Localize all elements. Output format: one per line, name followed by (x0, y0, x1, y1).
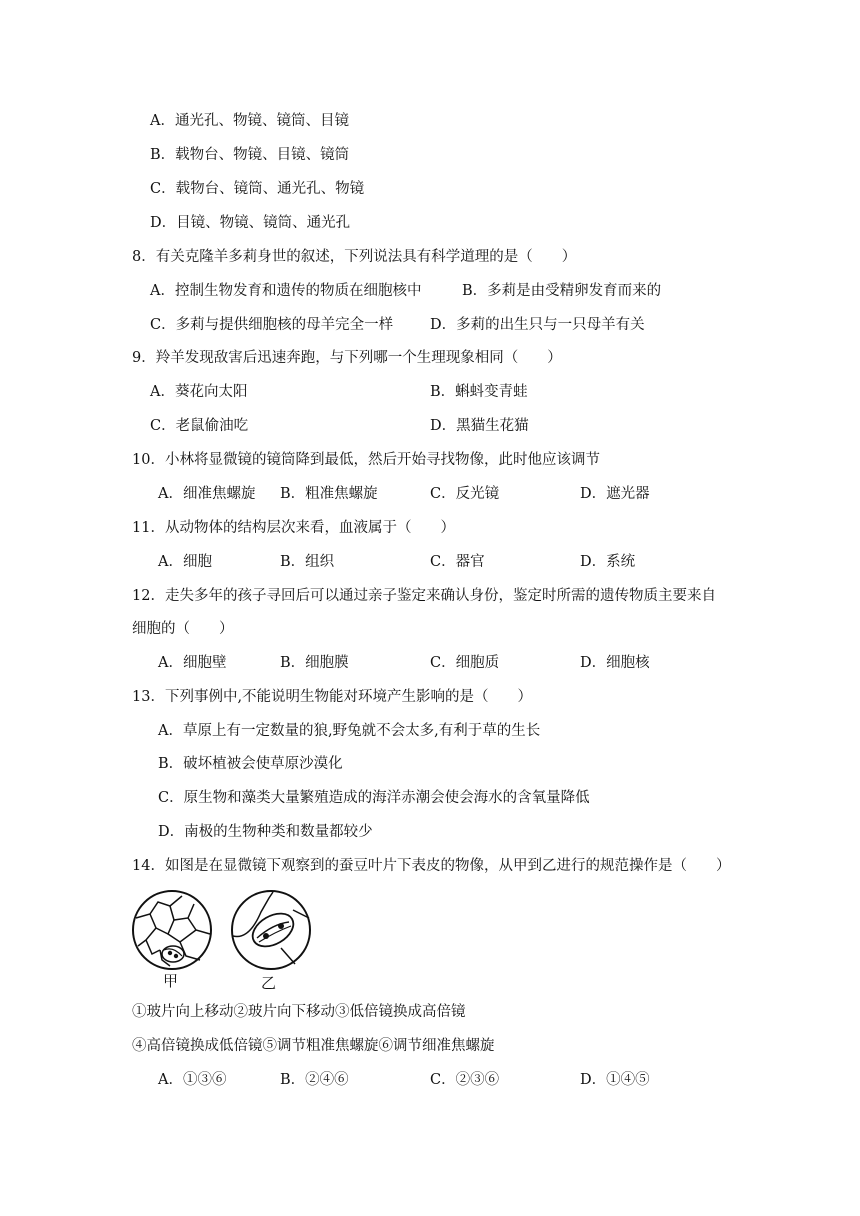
q11-option-b: B．组织 (280, 554, 335, 570)
figure-label-jia: 甲 (163, 972, 179, 990)
figure-yi-microscope-view (229, 888, 313, 972)
question-14-steps-line2: ④高倍镜换成低倍镜⑤调节粗准焦螺旋⑥调节细准焦螺旋 (132, 1038, 495, 1054)
option-d: D．目镜、物镜、镜筒、通光孔 (150, 215, 351, 231)
question-11-stem: 11．从动物体的结构层次来看，血液属于（ ） (132, 520, 455, 536)
q13-option-c: C．原生物和藻类大量繁殖造成的海洋赤潮会使会海水的含氧量降低 (158, 790, 590, 806)
q12-option-d: D．细胞核 (580, 655, 650, 671)
q8-option-d: D．多莉的出生只与一只母羊有关 (430, 317, 645, 333)
option-a: A．通光孔、物镜、镜筒、目镜 (150, 113, 349, 129)
q14-option-b: B．②④⑥ (280, 1072, 349, 1088)
q10-option-a: A．细准焦螺旋 (158, 486, 256, 502)
question-13-stem: 13．下列事例中,不能说明生物能对环境产生影响的是（ ） (132, 689, 533, 705)
q9-option-a: A．葵花向太阳 (150, 384, 248, 400)
q11-option-a: A．细胞 (158, 554, 212, 570)
question-14-stem: 14．如图是在显微镜下观察到的蚕豆叶片下表皮的物像，从甲到乙进行的规范操作是（ ） (132, 858, 731, 874)
q12-option-a: A．细胞壁 (158, 655, 227, 671)
q10-option-c: C．反光镜 (430, 486, 500, 502)
question-14-steps-line1: ①玻片向上移动②玻片向下移动③低倍镜换成高倍镜 (132, 1004, 466, 1020)
q9-option-c: C．老鼠偷油吃 (150, 418, 249, 434)
q13-option-b: B．破坏植被会使草原沙漠化 (158, 756, 343, 772)
q11-option-d: D．系统 (580, 554, 636, 570)
q8-option-c: C．多莉与提供细胞核的母羊完全一样 (150, 317, 394, 333)
question-12-stem-line2: 细胞的（ ） (132, 621, 234, 637)
q14-option-c: C．②③⑥ (430, 1072, 500, 1088)
question-10-stem: 10．小林将显微镜的镜筒降到最低，然后开始寻找物像，此时他应该调节 (132, 452, 600, 468)
q10-option-d: D．遮光器 (580, 486, 650, 502)
question-9-stem: 9．羚羊发现敌害后迅速奔跑，与下列哪一个生理现象相同（ ） (132, 350, 562, 366)
q11-option-c: C．器官 (430, 554, 485, 570)
q13-option-d: D．南极的生物种类和数量都较少 (158, 824, 373, 840)
q9-option-b: B．蝌蚪变青蛙 (430, 384, 528, 400)
q14-option-d: D．①④⑤ (580, 1072, 650, 1088)
figure-jia-microscope-view (130, 888, 214, 972)
q10-option-b: B．粗准焦螺旋 (280, 486, 378, 502)
q13-option-a: A．草原上有一定数量的狼,野兔就不会太多,有利于草的生长 (158, 723, 541, 739)
q12-option-c: C．细胞质 (430, 655, 500, 671)
q8-option-a: A．控制生物发育和遗传的物质在细胞核中 (150, 283, 422, 299)
question-12-stem-line1: 12．走失多年的孩子寻回后可以通过亲子鉴定来确认身份，鉴定时所需的遗传物质主要来自 (132, 588, 716, 604)
option-c: C．载物台、镜筒、通光孔、物镜 (150, 181, 365, 197)
q8-option-b: B．多莉是由受精卵发育而来的 (462, 283, 662, 299)
q9-option-d: D．黑猫生花猫 (430, 418, 529, 434)
q14-option-a: A．①③⑥ (158, 1072, 227, 1088)
question-8-stem: 8．有关克隆羊多莉身世的叙述，下列说法具有科学道理的是（ ） (132, 249, 577, 265)
figure-label-yi: 乙 (261, 974, 277, 992)
option-b: B．载物台、物镜、目镜、镜筒 (150, 147, 350, 163)
q12-option-b: B．细胞膜 (280, 655, 349, 671)
